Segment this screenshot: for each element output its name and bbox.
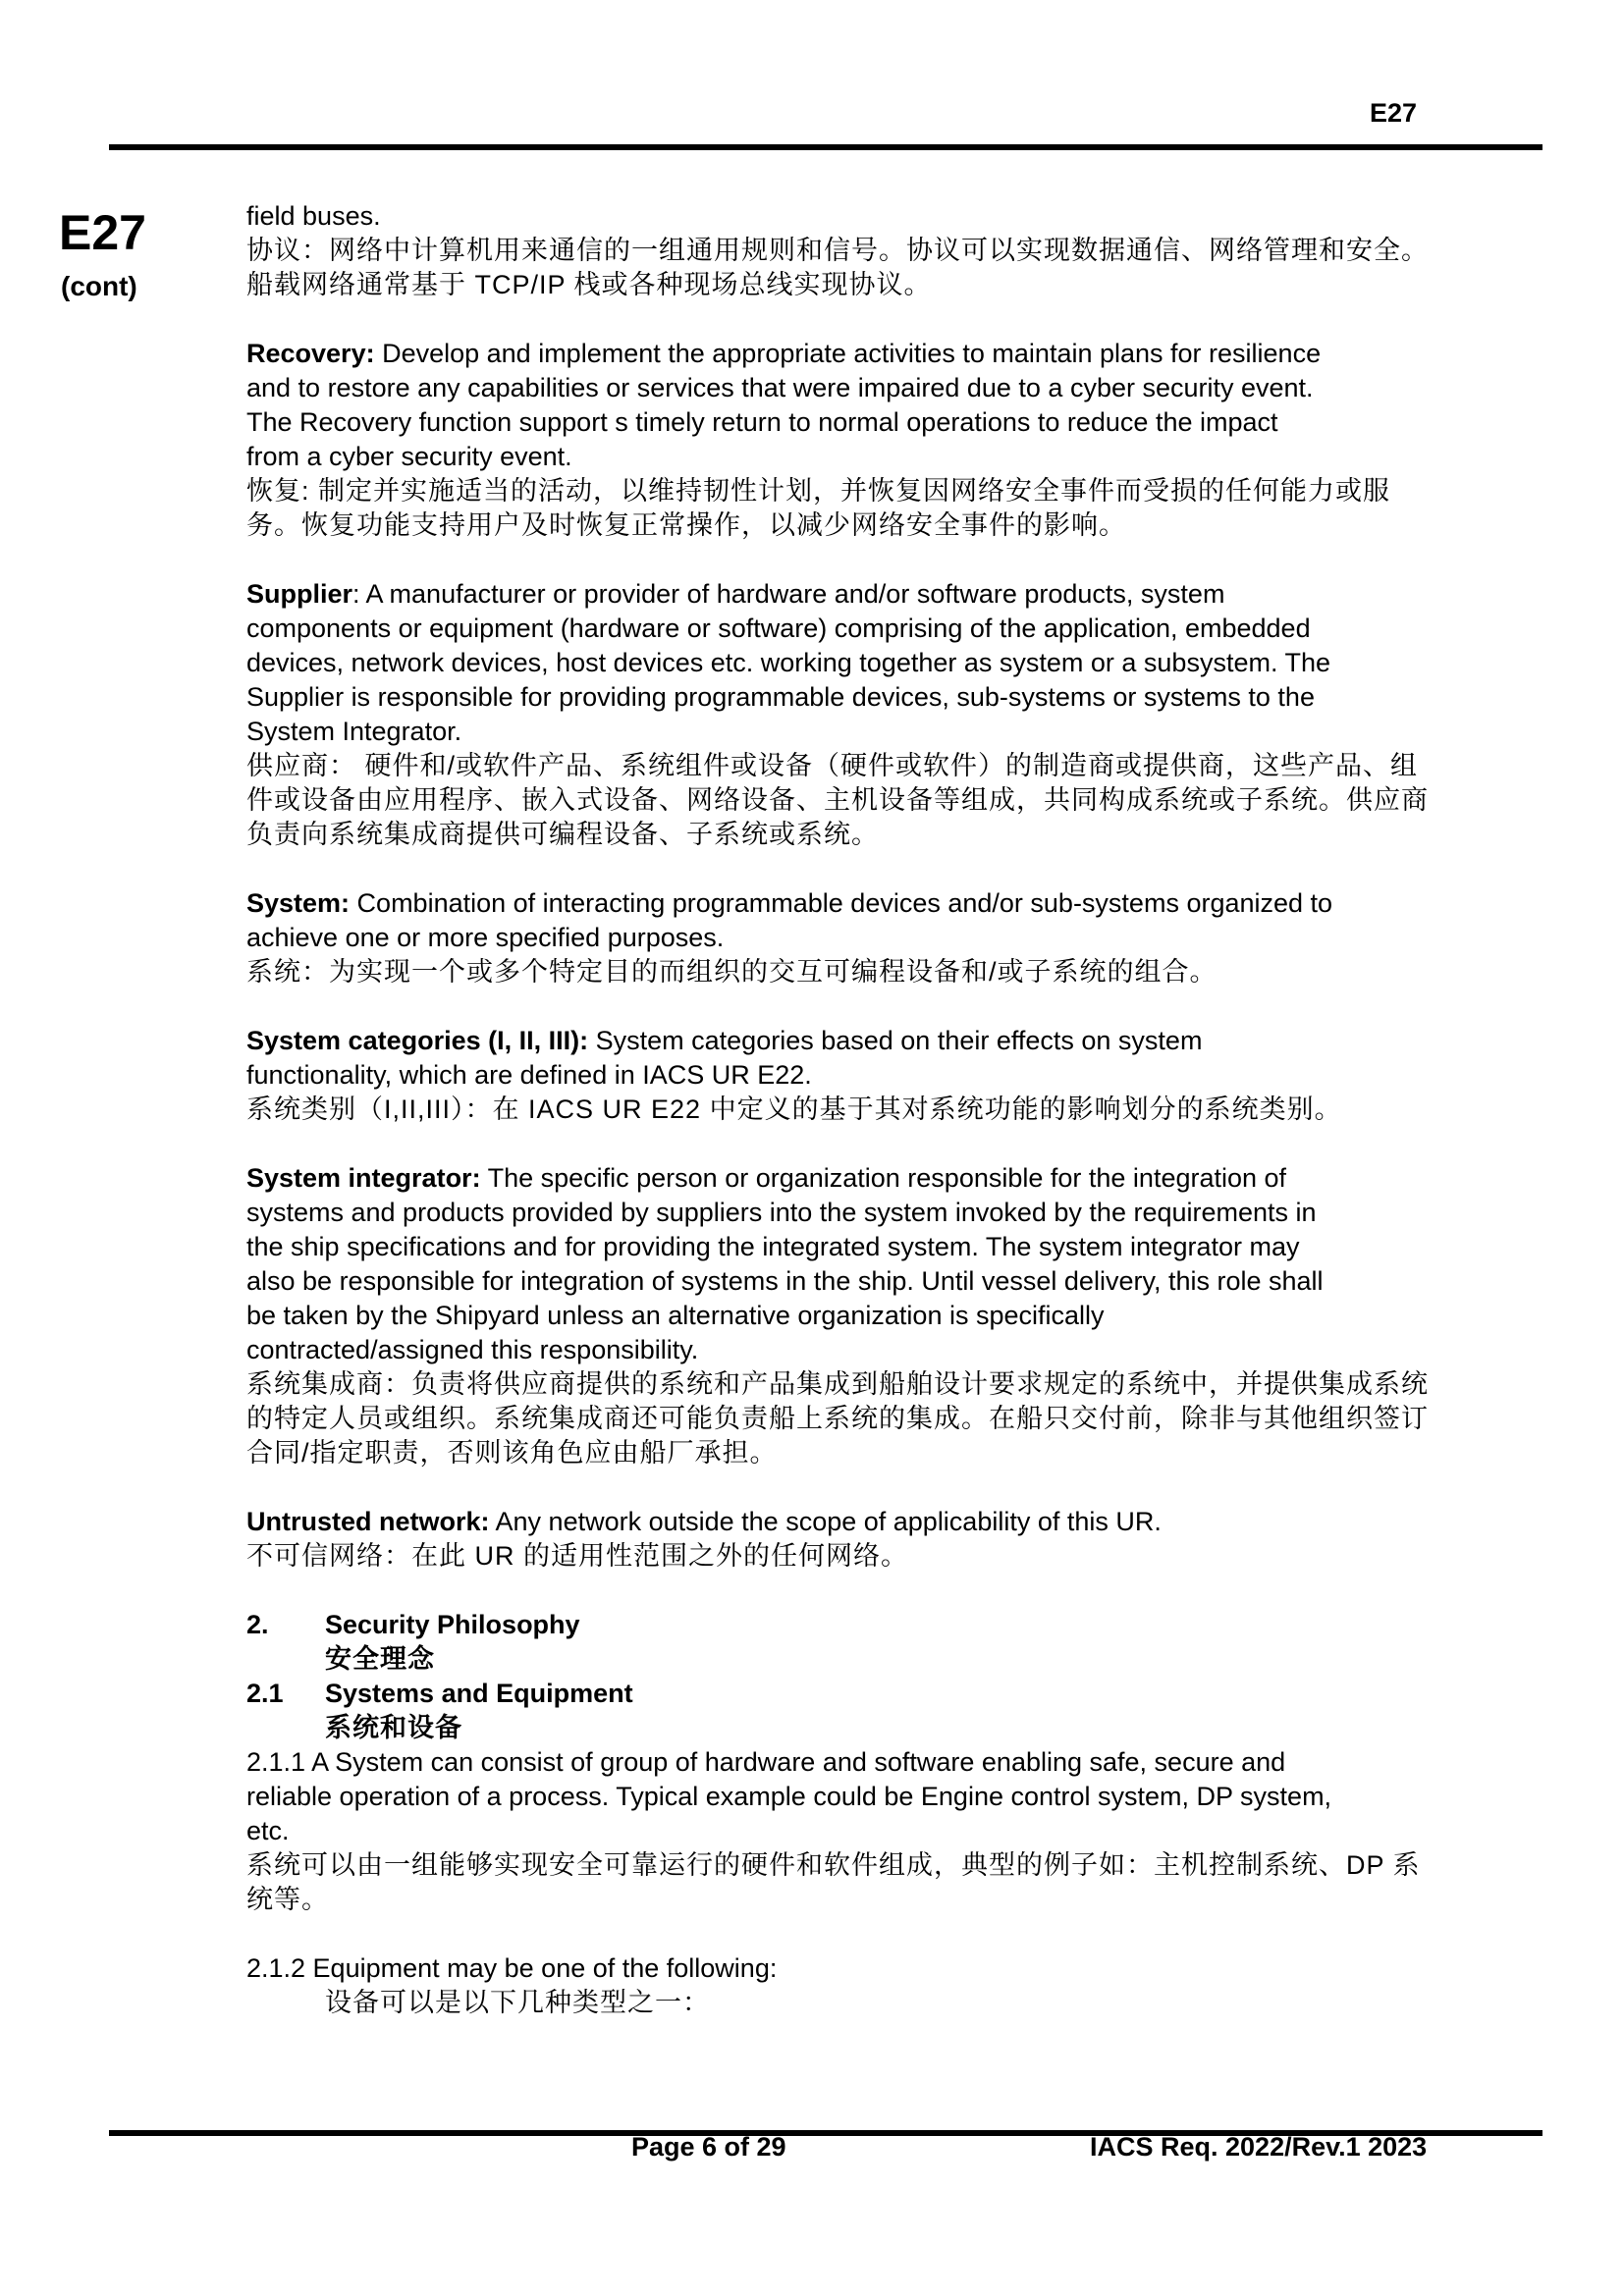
para-2-1-1-zh-1: 系统可以由一组能够实现安全可靠运行的硬件和软件组成，典型的例子如：主机控制系统、DP 系 (246, 1850, 1421, 1880)
recovery-zh-2: 务。恢复功能支持用户及时恢复正常操作，以减少网络安全事件的影响。 (246, 510, 1126, 540)
system-term: System: (246, 888, 351, 918)
supplier-term: Supplier (246, 579, 353, 609)
categories-line-1: System categories (I, II, III): System categories based on their effects on system (246, 1026, 1203, 1055)
supplier-line-1: Supplier: A manufacturer or provider of hardware and/or software products, system (246, 579, 1225, 609)
section-2-1-title: Systems and Equipment (325, 1679, 633, 1708)
section-2-heading (246, 1608, 1493, 1642)
header-rule (109, 144, 1542, 150)
integrator-line-2: systems and products provided by suppliers into the system invoked by the requirements in (246, 1198, 1317, 1227)
recovery-term: Recovery: (246, 339, 375, 368)
recovery-line-1: Recovery: Develop and implement the appropriate activities to maintain plans for resilience (246, 339, 1322, 368)
system-line-2: achieve one or more specified purposes. (246, 923, 725, 952)
section-2-1-title-zh: 系统和设备 (325, 1713, 462, 1742)
supplier-zh-1: 供应商： 硬件和/或软件产品、系统组件或设备（硬件或软件）的制造商或提供商，这些产品、组 (246, 751, 1419, 780)
categories-zh-1: 系统类别（I,II,III）：在 IACS UR E22 中定义的基于其对系统功能的影响划分的系统类别。 (246, 1095, 1342, 1124)
integrator-term: System integrator: (246, 1163, 481, 1193)
untrusted-term: Untrusted network: (246, 1507, 490, 1536)
supplier-line-2: components or equipment (hardware or software) comprising of the application, embedded (246, 614, 1311, 643)
section-2-1-heading (246, 1677, 1493, 1711)
protocol-zh-1: 协议：网络中计算机用来通信的一组通用规则和信号。协议可以实现数据通信、网络管理和安全。 (246, 236, 1429, 265)
integrator-line-5: be taken by the Shipyard unless an alternative organization is specifically (246, 1301, 1105, 1330)
integrator-line-6: contracted/assigned this responsibility. (246, 1335, 699, 1364)
categories-line-2: functionality, which are defined in IACS UR E22. (246, 1060, 812, 1090)
integrator-line-3: the ship specifications and for providing the integrated system. The system integrator may (246, 1232, 1300, 1261)
body-content (246, 199, 1493, 2020)
recovery-line-2: and to restore any capabilities or services that were impaired due to a cyber security event. (246, 373, 1314, 402)
supplier-line-5: System Integrator. (246, 717, 462, 746)
recovery-line-3: The Recovery function support s timely return to normal operations to reduce the impact (246, 407, 1278, 437)
protocol-zh-2: 船载网络通常基于 TCP/IP 栈或各种现场总线实现协议。 (246, 270, 932, 299)
para-2-1-1-line-2: reliable operation of a process. Typical example could be Engine control system, DP system, (246, 1782, 1332, 1811)
para-2-1-1-zh-2: 统等。 (246, 1885, 329, 1914)
system-line-1: System: Combination of interacting programmable devices and/or sub-systems organized to (246, 888, 1333, 918)
categories-term: System categories (I, II, III): (246, 1026, 589, 1055)
supplier-line-3: devices, network devices, host devices etc. working together as system or a subsystem. The (246, 648, 1330, 677)
side-code: E27 (59, 205, 146, 260)
system-zh-1: 系统：为实现一个或多个特定目的而组织的交互可编程设备和/或子系统的组合。 (246, 957, 1217, 987)
supplier-zh-2: 件或设备由应用程序、嵌入式设备、网络设备、主机设备等组成，共同构成系统或子系统。供应商 (246, 785, 1429, 815)
para-2-1-2-zh-1: 设备可以是以下几种类型之一： (325, 1988, 710, 2017)
integrator-line-1: System integrator: The specific person or organization responsible for the integration of (246, 1163, 1287, 1193)
section-2-1-number: 2.1 (246, 1679, 284, 1708)
supplier-line-4: Supplier is responsible for providing programmable devices, sub-systems or systems to the (246, 682, 1315, 712)
recovery-zh-1: 恢复: 制定并实施适当的活动，以维持韧性计划，并恢复因网络安全事件而受损的任何能力或服 (246, 476, 1391, 506)
integrator-zh-2: 的特定人员或组织。系统集成商还可能负责船上系统的集成。在船只交付前，除非与其他组织签订 (246, 1404, 1429, 1433)
footer-document-ref: IACS Req. 2022/Rev.1 2023 (1090, 2132, 1428, 2162)
para-2-1-1-line-3: etc. (246, 1816, 290, 1845)
footer-page-number: Page 6 of 29 (631, 2132, 786, 2162)
para-2-1-2-line-1: 2.1.2 Equipment may be one of the following: (246, 1953, 778, 1983)
section-2-title: Security Philosophy (325, 1610, 580, 1639)
side-cont: (cont) (61, 271, 137, 301)
para-2-1-1-line-1: 2.1.1 A System can consist of group of hardware and software enabling safe, secure and (246, 1747, 1286, 1777)
section-2-number: 2. (246, 1610, 269, 1639)
recovery-line-4: from a cyber security event. (246, 442, 572, 471)
untrusted-zh-1: 不可信网络：在此 UR 的适用性范围之外的任何网络。 (246, 1541, 908, 1571)
integrator-zh-1: 系统集成商：负责将供应商提供的系统和产品集成到船舶设计要求规定的系统中，并提供集成系统 (246, 1369, 1429, 1399)
integrator-zh-3: 合同/指定职责，否则该角色应由船厂承担。 (246, 1438, 778, 1468)
section-2-title-zh: 安全理念 (325, 1644, 435, 1674)
untrusted-line-1: Untrusted network: Any network outside the scope of applicability of this UR. (246, 1507, 1162, 1536)
integrator-line-4: also be responsible for integration of systems in the ship. Until vessel delivery, this role shall (246, 1266, 1324, 1296)
supplier-zh-3: 负责向系统集成商提供可编程设备、子系统或系统。 (246, 820, 879, 849)
protocol-en: field buses. (246, 201, 381, 231)
header-code: E27 (1370, 98, 1418, 128)
